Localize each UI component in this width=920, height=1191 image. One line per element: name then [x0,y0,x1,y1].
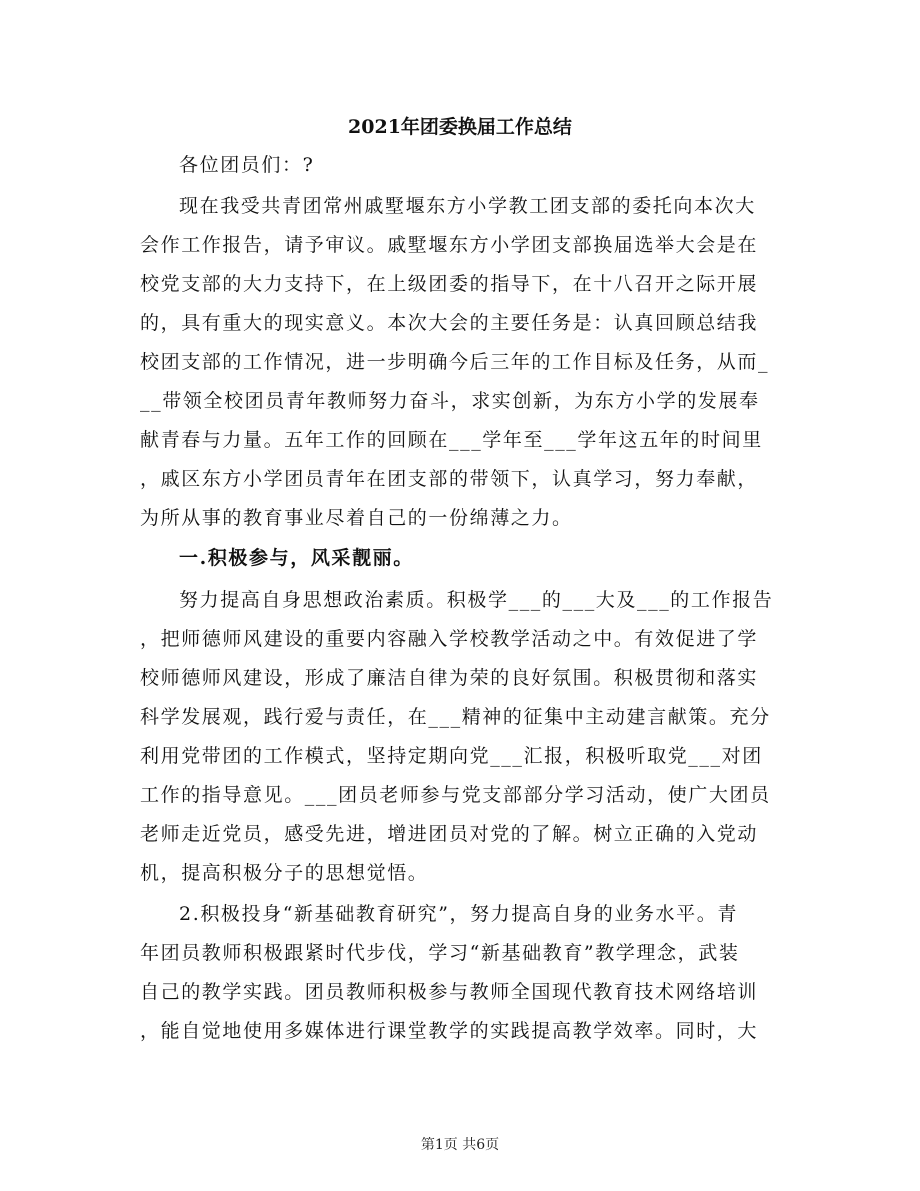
paragraph-line: ，戚区东方小学团员青年在团支部的带领下，认真学习，努力奉献， [140,468,759,490]
paragraph-line: 校师德师风建设，形成了廉洁自律为荣的良好氛围。积极贯彻和落实 [140,667,759,689]
paragraph-line: 科学发展观，践行爱与责任，在___精神的征集中主动建言献策。充分 [140,706,771,728]
section-heading: 一.积极参与，风采靓丽。 [179,547,414,569]
salutation-line: 各位团员们：? [179,154,315,176]
paragraph-line: 利用党带团的工作模式，坚持定期向党___汇报，积极听取党___对团 [140,745,763,767]
paragraph-line: 为所从事的教育事业尽着自己的一份绵薄之力。 [140,507,573,529]
paragraph-line: __带领全校团员青年教师努力奋斗，求实创新，为东方小学的发展奉 [140,390,760,412]
document-title: 2021年团委换届工作总结 [348,116,572,138]
paragraph-line: 自己的教学实践。团员教师积极参与教师全国现代教育技术网络培训 [140,981,759,1003]
paragraph-line: 现在我受共青团常州戚墅堰东方小学教工团支部的委托向本次大 [179,195,756,217]
paragraph-line: 校团支部的工作情况，进一步明确今后三年的工作目标及任务，从而_ [140,351,770,373]
page-number: 第1页 共6页 [420,1137,500,1153]
paragraph-line: 校党支部的大力支持下，在上级团委的指导下，在十八召开之际开展 [140,273,759,295]
paragraph-line: 会作工作报告，请予审议。戚墅堰东方小学团支部换届选举大会是在 [140,234,759,256]
paragraph-line: 的，具有重大的现实意义。本次大会的主要任务是：认真回顾总结我 [140,312,759,334]
paragraph-line: 献青春与力量。五年工作的回顾在___学年至___学年这五年的时间里 [140,429,763,451]
paragraph-line: ，能自觉地使用多媒体进行课堂教学的实践提高教学效率。同时，大 [140,1020,759,1042]
paragraph-line: 老师走近党员，感受先进，增进团员对党的了解。树立正确的入党动 [140,823,759,845]
paragraph-line: 努力提高自身思想政治素质。积极学___的___大及___的工作报告 [179,589,774,611]
paragraph-line: 工作的指导意见。___团员老师参与党支部部分学习活动，使广大团员 [140,784,771,806]
paragraph-line: 年团员教师积极跟紧时代步伐，学习“新基础教育”教学理念，武装 [140,942,740,964]
paragraph-line: 机，提高积极分子的思想觉悟。 [140,862,429,884]
paragraph-line: ，把师德师风建设的重要内容融入学校教学活动之中。有效促进了学 [140,628,759,650]
paragraph-line: 2.积极投身“新基础教育研究”，努力提高自身的业务水平。青 [179,903,738,925]
